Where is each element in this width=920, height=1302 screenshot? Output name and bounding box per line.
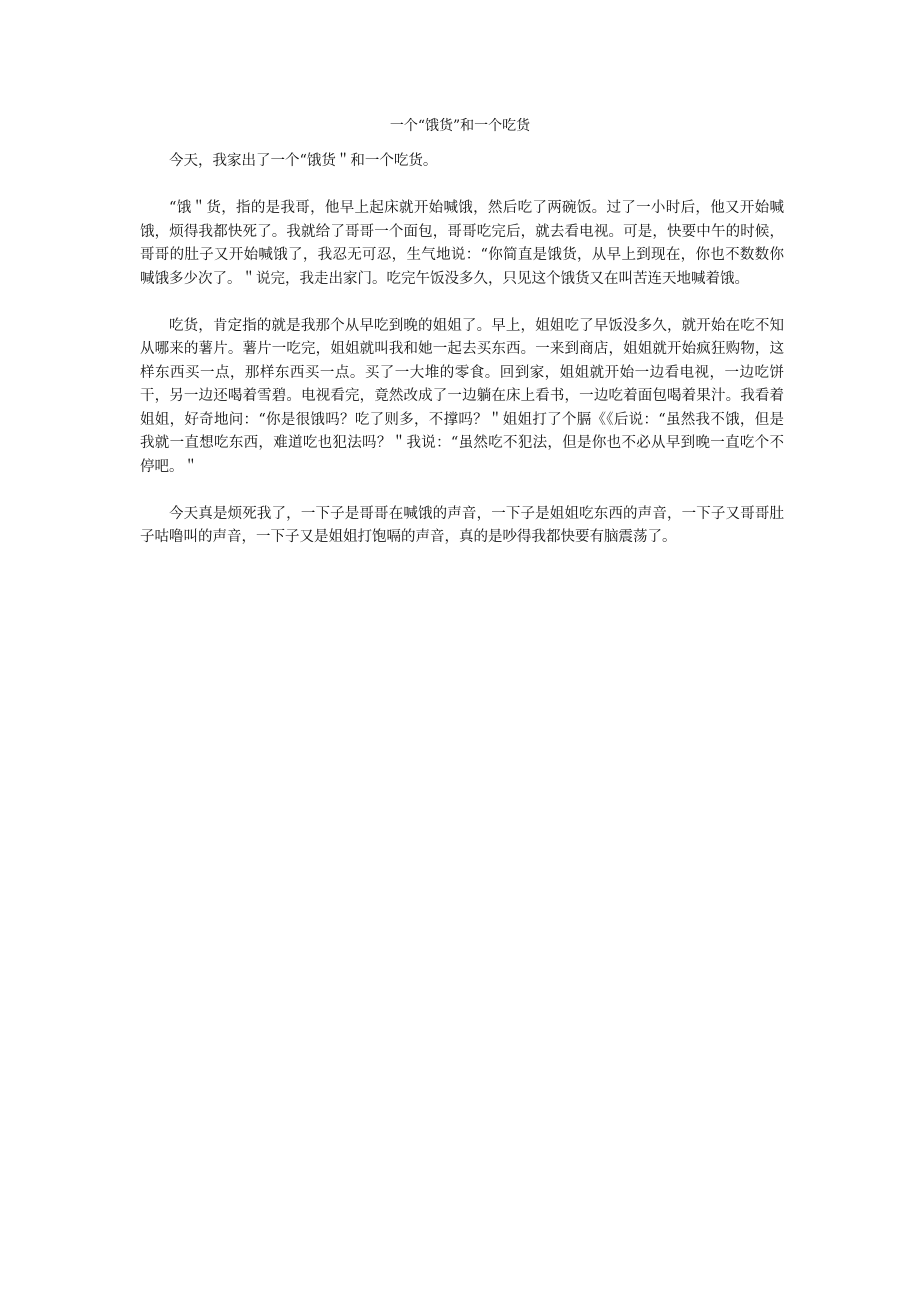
paragraph-foodie-sister: 吃货，肯定指的就是我那个从早吃到晚的姐姐了。早上，姐姐吃了早饭没多久，就开始在吃不知从哪来的薯片。薯片一吃完，姐姐就叫我和她一起去买东西。一来到商店，姐姐就开始疯狂购物，这样东西买一点，那样东西买一点。买了一大堆的零食。回到家，姐姐就开始一边看电视，一边吃饼干，另一边还喝着雪碧。电视看完，竟然改成了一边躺在床上看书，一边吃着面包喝着果汁。我看着姐姐，好奇地问：“你是很饿吗？吃了则多，不撑吗？＂姐姐打了个膈《《后说：“虽然我不饿，但是我就一直想吃东西，难道吃也犯法吗？＂我说：“虽然吃不犯法，但是你也不必从早到晚一直吃个不停吧。＂ <box>140 317 784 475</box>
paragraph-hungry-brother: “饿＂货，指的是我哥，他早上起床就开始喊饿，然后吃了两碗饭。过了一小时后，他又开始喊饿，烦得我都快死了。我就给了哥哥一个面包，哥哥吃完后，就去看电视。可是，快要中午的时候，哥哥的肚子又开始喊饿了，我忍无可忍，生气地说：“你简直是饿货，从早上到现在，你也不数数你喊饿多少次了。＂说完，我走出家门。吃完午饭没多久，只见这个饿货又在叫苦连天地喊着饿。 <box>140 200 784 287</box>
paragraph-intro: 今天，我家出了一个“饿货＂和一个吃货。 <box>169 153 438 169</box>
document-title: 一个“饿货”和一个吃货 <box>389 118 531 134</box>
document-body <box>140 150 784 573</box>
paragraph-conclusion: 今天真是烦死我了，一下子是哥哥在喊饿的声音，一下子是姐姐吃东西的声音，一下子又哥哥肚子咕噜叫的声音，一下子又是姐姐打饱嗝的声音，真的是吵得我都快要有脑震荡了。 <box>140 505 784 545</box>
